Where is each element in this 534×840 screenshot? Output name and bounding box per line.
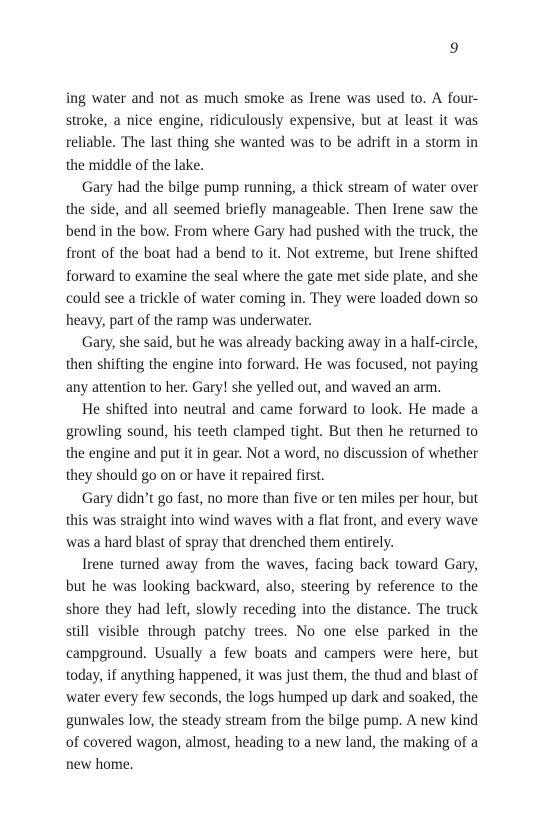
paragraph-5: Gary didn’t go fast, no more than five or ten miles per hour, but this was straight into wind waves with a flat front, and every wave was a hard blast of spray that drenched them entirely. bbox=[66, 489, 478, 552]
paragraph-3: Gary, she said, but he was already backing away in a half-circle, then shifting the engine into forward. He was focused, not paying any attention to her. Gary! she yelled out, and waved an arm. bbox=[66, 334, 478, 396]
body-text bbox=[66, 88, 478, 776]
page-number: 9 bbox=[450, 40, 458, 57]
paragraph-6: Irene turned away from the waves, facing back toward Gary, but he was looking backward, also, steering by reference to the shore they had left, slowly receding into the distance. The truck still visible through patchy trees. No one else parked in the campground. Usually a few boats and campers were here, but today, if anything happened, it was just them, the thud and blast of water every few seconds, the logs humped up dark and soaked, the gunwales low, the steady stream from the bilge pump. A new kind of covered wagon, almost, heading to a new land, the making of a new home. bbox=[66, 556, 478, 774]
paragraph-1: ing water and not as much smoke as Irene was used to. A four-stroke, a nice engine, ridiculously expensive, but at least it was reliable. The last thing she wanted was to be adrift in a storm in the middle of the lake. bbox=[66, 90, 478, 174]
paragraph-2: Gary had the bilge pump running, a thick stream of water over the side, and all seemed briefly manageable. Then Irene saw the bend in the bow. From where Gary had pushed with the truck, the front of the boat had a bend to it. Not extreme, but Irene shifted forward to examine the seal where the gate met side plate, and she could see a trickle of water coming in. They were loaded down so heavy, part of the ramp was underwater. bbox=[66, 178, 478, 330]
paragraph-4: He shifted into neutral and came forward to look. He made a growling sound, his teeth clamped tight. But then he returned to the engine and put it in gear. Not a word, no discussion of whether they should go on or have it repaired first. bbox=[66, 400, 478, 485]
